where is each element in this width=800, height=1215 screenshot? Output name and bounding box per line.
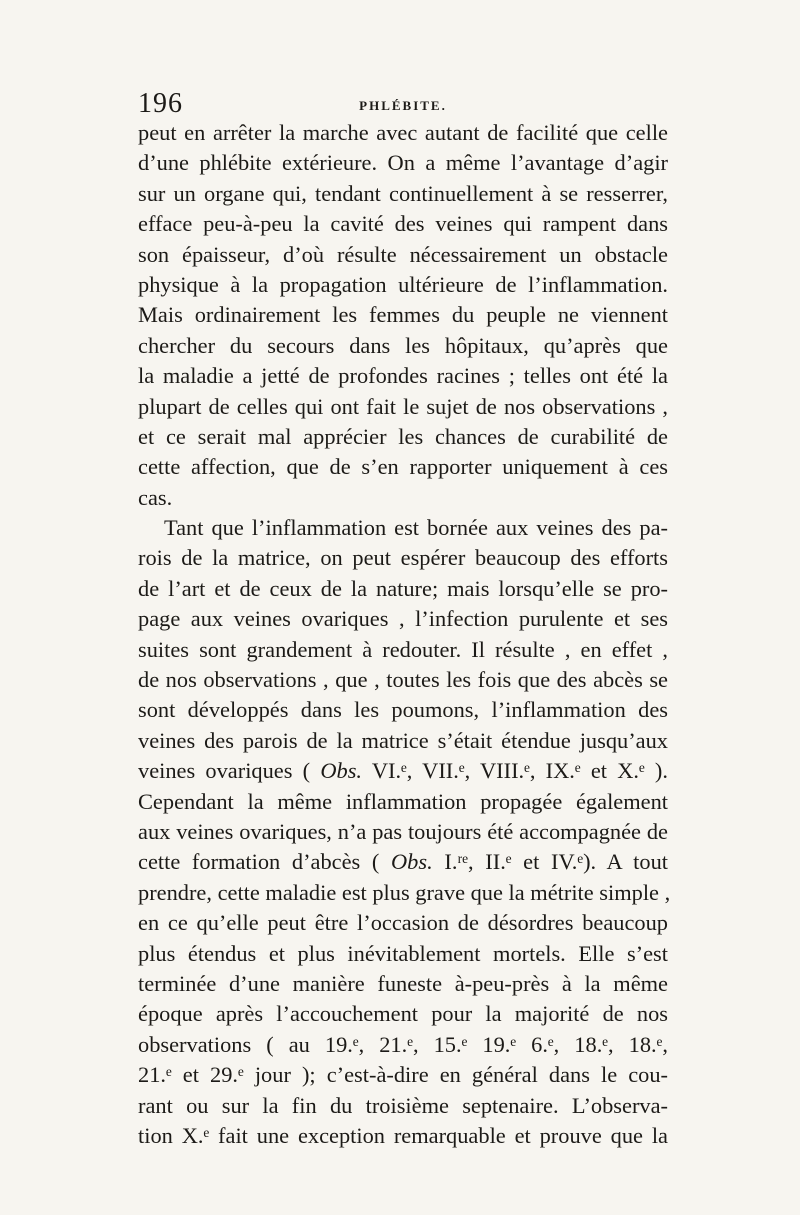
text-line: sont développés dans les poumons, l’inflammation des <box>138 697 668 723</box>
paragraph-2 <box>138 513 671 1151</box>
paragraph-1 <box>138 118 668 513</box>
text-line: terminée d’une manière funeste à-peu-près à la même <box>138 970 668 996</box>
body-text <box>138 118 671 1151</box>
text-line: aux veines ovariques, n’a pas toujours été accompagnée de <box>138 818 668 844</box>
text-line: prendre, cette maladie est plus grave que la métrite simple , <box>138 879 671 905</box>
text-line: son épaisseur, d’où résulte nécessairement un obstacle <box>138 241 668 267</box>
text-line: la maladie a jetté de profondes racines ; telles ont été la <box>138 363 668 389</box>
text-line: et ce serait mal apprécier les chances de curabilité de <box>138 423 668 449</box>
obs-abbreviation: Obs. <box>391 849 433 875</box>
text-line: sur un organe qui, tendant continuellement à se resserrer, <box>138 180 668 206</box>
page-number: 196 <box>138 88 183 119</box>
text-line: époque après l’accouchement pour la majorité de nos <box>138 1001 668 1027</box>
page-header <box>138 88 668 122</box>
text-line: veines des parois de la matrice s’était étendue jusqu’aux <box>138 727 668 753</box>
text-line: chercher du secours dans les hôpitaux, qu’après que <box>138 332 668 358</box>
text-line: cette formation d’abcès ( Obs. I.ʳᵉ, II.ᵉ et IV.ᵉ). A tout <box>138 849 668 875</box>
text-line: peut en arrêter la marche avec autant de facilité que celle <box>138 120 668 145</box>
text-line: observations ( au 19.ᵉ, 21.ᵉ, 15.ᵉ 19.ᵉ 6.ᵉ, 18.ᵉ, 18.ᵉ, <box>138 1031 668 1057</box>
text-line: 21.ᵉ et 29.ᵉ jour ); c’est-à-dire en général dans le cou- <box>138 1062 668 1088</box>
text-line: cette affection, que de s’en rapporter uniquement à ces <box>138 454 668 480</box>
text-line: rois de la matrice, on peut espérer beaucoup des efforts <box>138 545 668 571</box>
text-line: Cependant la même inflammation propagée également <box>138 788 668 814</box>
text-line: Mais ordinairement les femmes du peuple ne viennent <box>138 302 668 328</box>
text-line: tion X.ᵉ fait une exception remarquable et prouve que la <box>138 1122 668 1148</box>
text-line: rant ou sur la fin du troisième septenaire. L’observa- <box>138 1092 668 1118</box>
text-line: efface peu-à-peu la cavité des veines qui rampent dans <box>138 211 668 237</box>
obs-abbreviation: Obs. <box>320 758 363 784</box>
text-line: page aux veines ovariques , l’infection purulente et ses <box>138 606 668 632</box>
text-line: d’une phlébite extérieure. On a même l’avantage d’agir <box>138 150 668 176</box>
text-line: en ce qu’elle peut être l’occasion de désordres beaucoup <box>138 910 668 936</box>
text-line: de nos observations , que , toutes les fois que des abcès se <box>138 667 668 693</box>
text-line: Tant que l’inflammation est bornée aux veines des pa- <box>164 515 668 541</box>
text-line: veines ovariques ( Obs. VI.ᵉ, VII.ᵉ, VIII.ᵉ, IX.ᵉ et X.ᵉ ). <box>138 758 668 784</box>
text-line: physique à la propagation ultérieure de l’inflammation. <box>138 271 668 297</box>
text-line: cas. <box>138 484 173 510</box>
text-line: plus étendus et plus inévitablement mortels. Elle s’est <box>138 940 668 966</box>
text-line: suites sont grandement à redouter. Il résulte , en effet , <box>138 636 668 662</box>
running-head: PHLÉBITE. <box>359 98 447 113</box>
text-line: de l’art et de ceux de la nature; mais lorsqu’elle se pro- <box>138 575 668 601</box>
text-line: plupart de celles qui ont fait le sujet de nos observations , <box>138 393 668 419</box>
